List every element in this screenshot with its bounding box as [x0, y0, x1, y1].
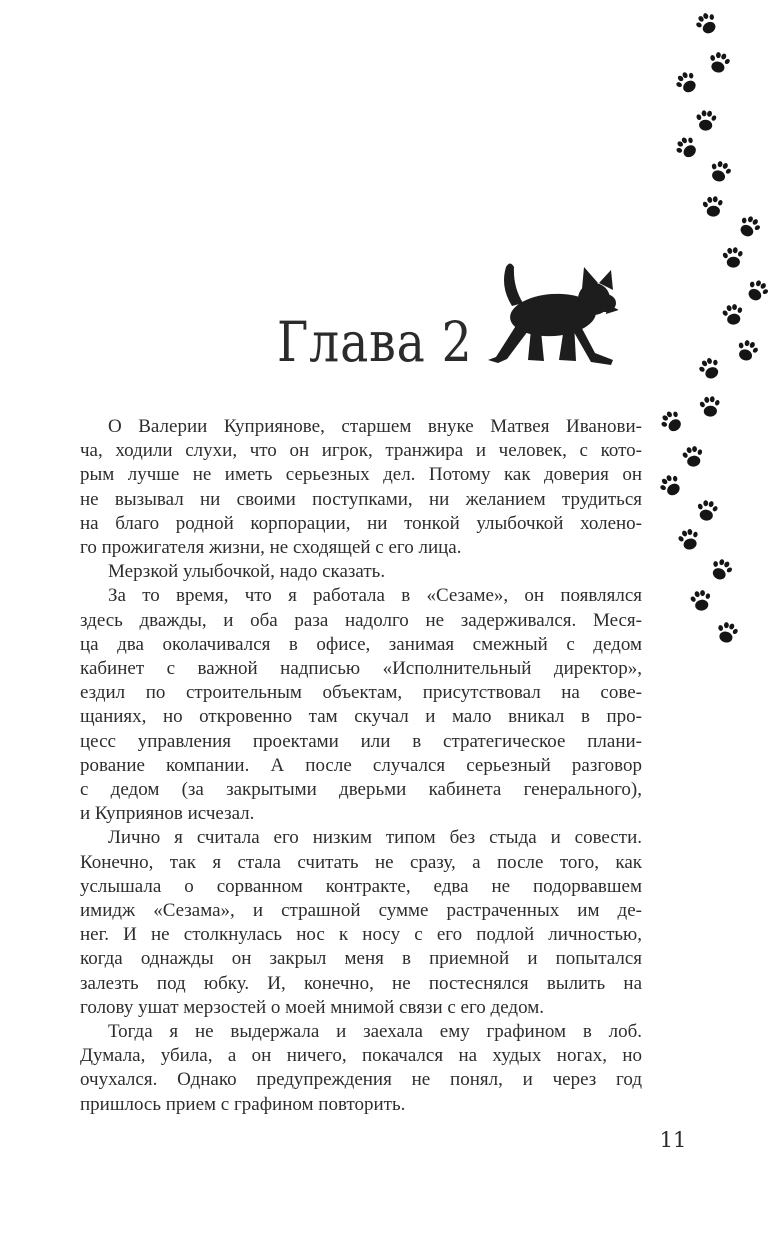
- text-line: залезть под юбку. И, конечно, не постеснялся вылить на: [80, 972, 642, 994]
- text-line: Думала, убила, а он ничего, покачался на худых ногах, но: [80, 1045, 642, 1067]
- text-line: щаниях, но откровенно там скучал и мало вникал в про-: [80, 706, 642, 728]
- text-line: За то время, что я работала в «Сезаме», он появлялся: [108, 585, 642, 607]
- walking-cat-icon: [486, 261, 618, 373]
- page-number: 11: [659, 1128, 687, 1152]
- text-line: имидж «Сезама», и страшной сумме растраченных им де-: [80, 900, 642, 922]
- text-line: на благо родной корпорации, ни тонкой улыбочкой холено-: [80, 512, 642, 534]
- text-line: пришлось прием с графином повторить.: [80, 1093, 406, 1115]
- text-line: голову ушат мерзостей о моей мнимой связи с его дедом.: [80, 996, 544, 1018]
- text-line: кабинет с важной надписью «Исполнительный директор»,: [80, 658, 642, 680]
- text-line: Лично я считала его низким типом без стыда и совести.: [108, 827, 642, 849]
- text-line: ча, ходили слухи, что он игрок, транжира и человек, с кото-: [80, 440, 642, 462]
- text-line: не вызывал ни своими поступками, ни желанием трудиться: [80, 488, 642, 510]
- text-line: Тогда я не выдержала и заехала ему графином в лоб.: [108, 1021, 642, 1043]
- text-line: го прожигателя жизни, не сходящей с его лица.: [80, 537, 462, 559]
- text-line: цесс управления проектами или в стратегическое плани-: [80, 730, 642, 752]
- text-line: очухался. Однако предупреждения не понял, и через год: [80, 1069, 642, 1091]
- text-line: Мерзкой улыбочкой, надо сказать.: [108, 561, 386, 583]
- text-line: здесь дважды, и оба раза надолго не задерживался. Меся-: [80, 609, 642, 631]
- text-line: услышала о сорванном контракте, едва не подорвавшем: [80, 875, 642, 897]
- text-line: рование компании. А после случался серьезный разговор: [80, 754, 642, 776]
- text-line: и Куприянов исчезал.: [80, 803, 255, 825]
- text-line: с дедом (за закрытыми дверьми кабинета генерального),: [80, 779, 642, 801]
- body-text: [80, 415, 642, 1117]
- chapter-title: Глава 2: [277, 310, 473, 374]
- text-line: Конечно, так я стала считать не сразу, а после того, как: [80, 851, 642, 873]
- text-line: ездил по строительным объектам, присутствовал на сове-: [80, 682, 642, 704]
- text-line: рым лучше не иметь серьезных дел. Потому как доверия он: [80, 464, 642, 486]
- text-line: нег. И не столкнулась нос к носу с его подлой личностью,: [80, 924, 642, 946]
- text-line: ца два околачивался в офисе, занимая смежный с дедом: [80, 633, 642, 655]
- text-line: О Валерии Куприянове, старшем внуке Матвея Иванови-: [108, 416, 642, 437]
- text-line: когда однажды он закрыл меня в приемной и попытался: [80, 948, 642, 970]
